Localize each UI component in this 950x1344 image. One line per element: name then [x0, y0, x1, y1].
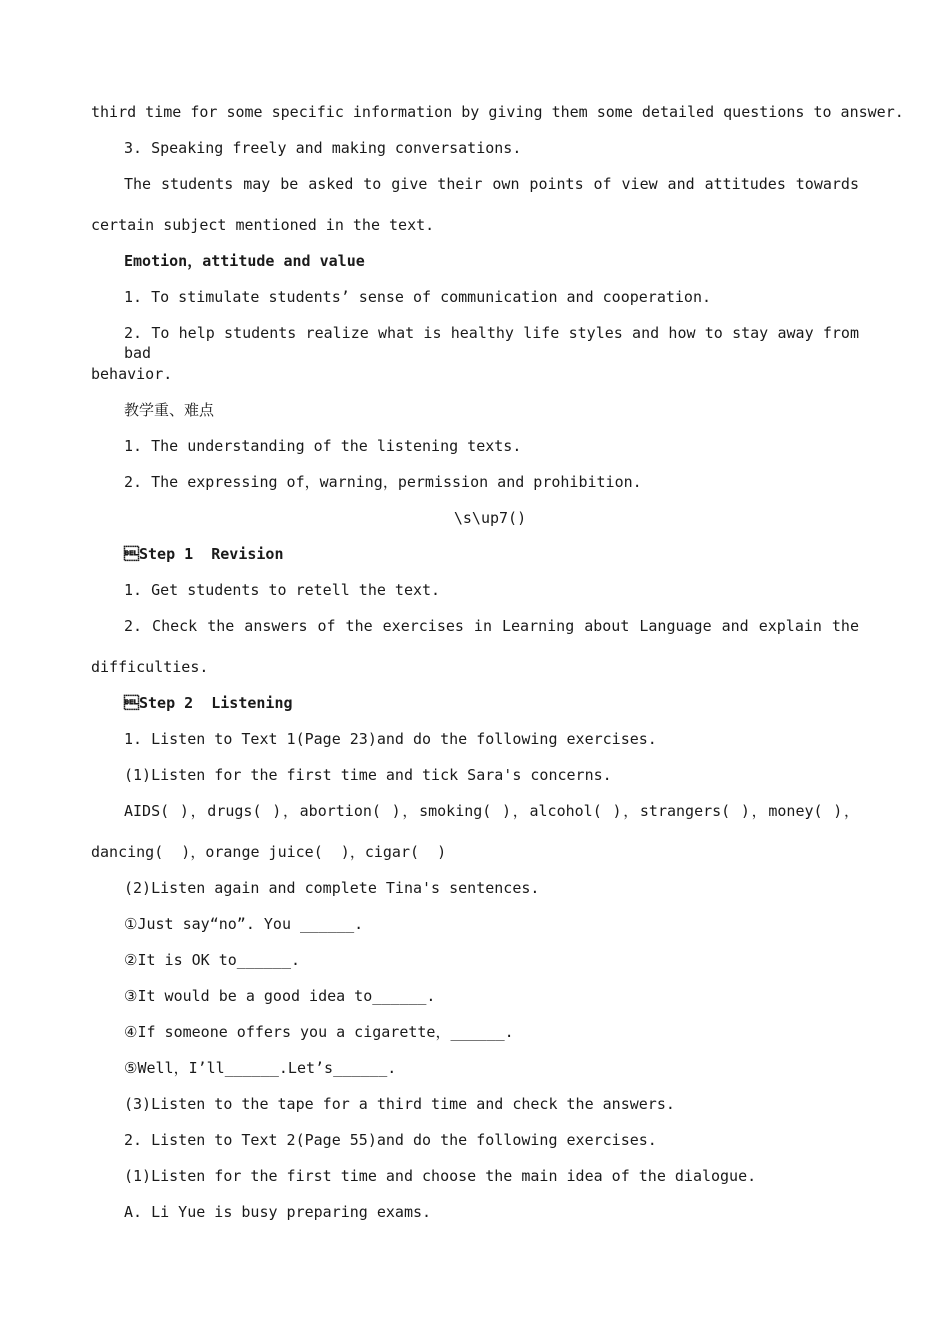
text-line: ⑤Well，I’ll______.Let’s______.	[124, 1059, 397, 1077]
text-line: ④If someone offers you a cigarette，______.	[124, 1023, 514, 1041]
text-line: 1. Listen to Text 1(Page 23)and do the following exercises.	[124, 730, 657, 748]
text-line: A. Li Yue is busy preparing exams.	[124, 1203, 432, 1221]
text-line: (3)Listen to the tape for a third time and check the answers.	[124, 1095, 675, 1113]
text-line: 2. Check the answers of the exercises in Learning about Language and explain the	[124, 617, 859, 635]
step-heading: Step 2 Listening	[124, 694, 293, 712]
text-line: 2. Listen to Text 2(Page 55)and do the following exercises.	[124, 1131, 657, 1149]
field-code-line: \s\up7()	[453, 509, 527, 527]
text-line: dancing( )，orange juice( )，cigar( )	[91, 843, 447, 861]
text-line: behavior.	[91, 365, 173, 383]
text-line: difficulties.	[91, 658, 209, 676]
text-line: 1. The understanding of the listening texts.	[124, 437, 522, 455]
text-line: AIDS( )，drugs( )，abortion( )，smoking( )，alcohol( )，strangers( )，money( )，	[124, 802, 859, 820]
text-line: third time for some specific information by giving them some detailed questions to answer.	[91, 103, 904, 121]
text-line: ①Just say“no”. You ______.	[124, 915, 364, 933]
text-line: certain subject mentioned in the text.	[91, 216, 435, 234]
text-line: 2. To help students realize what is healthy life styles and how to stay away from bad	[124, 324, 859, 362]
text-line: ③It would be a good idea to______.	[124, 987, 436, 1005]
text-line: The students may be asked to give their own points of view and attitudes towards	[124, 175, 859, 193]
text-line: (1)Listen for the first time and choose the main idea of the dialogue.	[124, 1167, 757, 1185]
text-line: ②It is OK to______.	[124, 951, 301, 969]
text-line: 1. To stimulate students’ sense of communication and cooperation.	[124, 288, 711, 306]
text-line: 2. The expressing of，warning，permission and prohibition.	[124, 473, 642, 491]
text-line: (1)Listen for the first time and tick Sara's concerns.	[124, 766, 612, 784]
section-heading: 教学重、难点	[124, 401, 215, 419]
text-line: 1. Get students to retell the text.	[124, 581, 441, 599]
section-heading: Emotion，attitude and value	[124, 252, 365, 270]
text-line: 3. Speaking freely and making conversations.	[124, 139, 522, 157]
text-line: (2)Listen again and complete Tina's sentences.	[124, 879, 540, 897]
step-heading: Step 1 Revision	[124, 545, 284, 563]
